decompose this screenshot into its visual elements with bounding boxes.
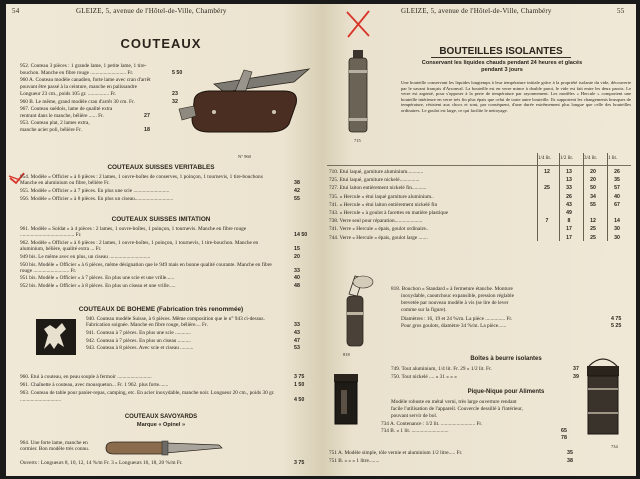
butter-box-title: Boîtes à beurre isolantes <box>470 356 542 362</box>
savoyard-title: COUTEAUX SAVOYARDS <box>124 414 198 420</box>
intro-item-text: rentrant dans le manche, bélière ...... Fr. <box>20 112 104 119</box>
item-price: 48 <box>294 283 300 290</box>
picnic-line: pouvant servir de bol. <box>391 412 438 419</box>
item-price: 27 <box>144 112 150 119</box>
item-price: 39 <box>573 374 579 380</box>
intro-item-text: 960 A. Couteau modèle canadien, forte lame avec cran d'arrêt <box>20 77 151 84</box>
item-price: 18 <box>144 126 150 133</box>
table-cell: 17 <box>566 234 572 241</box>
bohemian-lion-emblem-icon <box>34 317 78 357</box>
item-price: 47 <box>294 337 300 344</box>
savoyard-subtitle: Marque « Opinel » <box>136 422 186 428</box>
knife-figure-label: N° 960 <box>238 154 251 159</box>
stopper-line: 818. Bouchon « Standard » à fermeture étanche. Monture <box>391 286 513 292</box>
table-row-label: 710. Etui laqué, garniture aluminium............ <box>329 169 424 175</box>
section-title: COUTEAUX SUISSES VERITABLES <box>107 164 215 171</box>
table-cell: 30 <box>614 226 620 233</box>
table-cell: 25 <box>590 234 596 241</box>
picnic-figure-label: 734 <box>611 444 618 449</box>
item-price: 4 75 <box>611 316 622 322</box>
table-top-rule <box>327 165 631 166</box>
item-price: 78 <box>561 435 567 441</box>
intro-item-text: 953. Couteau plat, 2 lames extra, <box>20 119 90 126</box>
table-cell: 43 <box>566 201 572 208</box>
left-page: 54 GLEIZE, 5, avenue de l'Hôtel-de-Ville, Chambéry COUTEAUX 952. Couteau 3 pièces : 1 grande lame, 1 petite lame, 1 tire- bouchon. Manche en fibre rouge ........................... Fr. 5 50 960 A. Couteau modèle canadien, forte lame avec cran d'arrêt pouvant être passé à la ceinture, manche en palissandre Longueur 23 cm., poids 105 gr. ................ Fr. 23 960 B. Le même, grand modèle cran d'arrêt 30 cm. Fr. 32 967. Couteau suédois, lame de qualité extra rentrant dans le manche, bélière ...... Fr. 27 953. Couteau plat, 2 lames extra, manche acier poli, bélière Fr. 18 N° 960 COUTEAUX SUISSES VERITABLES 954. Modèle « Officier » à 6 pièces : 2 lames, 1 ouvre-boîtes de conserves, 1 poinçon, 1 tournevis, 1 tire-bouchons Manche en aluminium ou fibre, bélière Fr. 38 955. Modèle « Officier » à 7 pièces. En plus une scie ........................... 42 956. Modèle « Officier » à 8 pièces. En plus un ciseau............................. 55 COUTEAUX SUISSES IMITATION 961. Modèle « Soldat » à 4 pièces : 2 lames, 1 ouvre-boîtes, 1 poinçon, 1 tournevis. Manche en fibre rouge ......................................... Fr. 14 50 962. Modèle « Officier » à 6 pièces : 2 lames, 1 ouvre-boîtes, 1 poinçon, 1 tournevis, 1 tire-bouchon. Manche en aluminium, bélière, qualité extra ... Fr. 15 949 bis. Le même avec en plus, un ciseau ............................... 20 950 bis. Modèle « Officier » à 6 pièces, même désignation que le 949 mais en bonne qualité courante. Manche en fibre rouge ........................... Fr. 33 951 bis. Modèle « Officier » à 7 pièces. En plus une scie et une vrille...... 40 952 bis. Modèle « Officier » à 8 pièces. En plus un ciseau et une vrille..... 48 COUTEAUX DE BOHEME (Fabrication très renommée) 940. Couteau modèle Suisse, à 6 pièces. Même composition que le n° 943 ci-dessus. Fabrication soignée. Manche en fibre rouge, bélière.... Fr. 33 941. Couteau à 7 pièces. En plus une scie ............ 43 942. Couteau à 7 pièces. En plus un ciseau .......... 47 943. Couteau à 8 pièces. Avec scie et ciseau .......... 53 960. Etui à couteau, en peau souple à fermoir .......................... 3 75 961. Chaînette à couteau, avec mousqueton... Fr. 1 962. plus forte....... 1 50 963. Couteau de table pour panier-repas, camping, etc. En acier inoxydable, manche noir. Longueur 20 cm., poids 30 gr. ............................... 4 50 COUTEAUX SAVOYARDS Marque « Opinel » 964. Une forte lame, manche en cormier. Bon modèle très connu. Ouverts : Longueurs 8, 10, 12, 14 %/m Fr. 3 » Longueurs 16, 18, 20 %/m Fr. 3 75 <box>6 4 321 476</box>
table-column-header: 3/4 lit. <box>584 156 598 161</box>
left-page-number: 54 <box>12 7 20 15</box>
section-title: COUTEAUX DE BOHEME (Fabrication très renommée) <box>78 306 244 313</box>
item-price: 5 50 <box>172 70 183 77</box>
pocket-knife-illustration <box>174 64 314 149</box>
item-price: 40 <box>294 275 300 282</box>
table-cell: 25 <box>544 185 550 192</box>
section-item-text: 943. Couteau à 8 pièces. Avec scie et ciseau .......... <box>86 345 194 352</box>
item-price: 15 <box>294 246 300 253</box>
bottle-subtitle: Conservant les liquides chauds pendant 24 heures et glacés pendant 3 jours <box>421 60 583 73</box>
stopper-line: Pour gros goulots, diamètre 34 %/m. La pièce...... <box>401 323 507 329</box>
intro-item-text: 960 B. Le même, grand modèle cran d'arrêt 30 cm. Fr. <box>20 98 135 105</box>
item-price: 1 50 <box>294 382 305 389</box>
misc-item-text: 960. Etui à couteau, en peau souple à fermoir .......................... <box>20 374 152 380</box>
item-price: 32 <box>172 98 178 105</box>
red-x-annotation-icon <box>343 8 373 40</box>
item-price: 38 <box>294 180 300 187</box>
item-price: 42 <box>294 187 300 194</box>
bottle-stopper-illustration <box>335 272 377 350</box>
table-cell: 12 <box>544 169 550 175</box>
section-item-text: 952 bis. Modèle « Officier » à 8 pièces. En plus un ciseau et une vrille..... <box>20 283 176 290</box>
misc-item-text: 963. Couteau de table pour panier-repas, camping, etc. En acier inoxydable, manche noir. Longueur 20 cm., poids 30 gr. ............................... <box>20 390 275 403</box>
item-price: 3 75 <box>294 374 305 380</box>
table-row-label: 727. Etui laiton entièrement nickelé fin........... <box>329 185 427 192</box>
item-price: 55 <box>294 195 300 202</box>
table-row-label: 725. Etui laqué, garniture nickelé............... <box>329 177 420 184</box>
picnic-line: facile l'utilisation de l'appareil. Couvercle dessillé à l'intérieur, <box>391 405 523 412</box>
intro-item-text: manche acier poli, bélière Fr. <box>20 126 82 133</box>
picnic-line: Modèle robuste en métal verni, très large ouverture rendant <box>391 399 517 405</box>
section-item-text: 954. Modèle « Officier » à 6 pièces : 2 lames, 1 ouvre-boîtes de conserves, 1 poinçon, 1 tournevis, 1 tire-bouchons Manche en aluminium ou fibre, bélière Fr. <box>20 174 263 187</box>
item-price: 33 <box>294 322 300 329</box>
table-cell: 12 <box>590 218 596 225</box>
section-title: COUTEAUX SUISSES IMITATION <box>111 216 211 223</box>
table-cell: 49 <box>566 210 572 216</box>
section-item-text: 950 bis. Modèle « Officier » à 6 pièces, même désignation que le 949 mais en bonne qualité courante. Manche en fibre rouge ........................... Fr. <box>20 261 272 274</box>
item-price: 35 <box>567 450 573 456</box>
section-title-couteaux: COUTEAUX <box>120 36 202 51</box>
stopper-line: comme sur la figure). <box>401 307 447 313</box>
right-page-number: 55 <box>617 7 625 15</box>
item-price: 4 50 <box>294 396 305 403</box>
picnic-container-illustration <box>579 354 627 442</box>
thermos-bottle-illustration <box>345 48 371 138</box>
item-price: 14 50 <box>294 232 308 239</box>
section-item-text: 951 bis. Modèle « Officier » à 7 pièces. En plus une scie et une vrille...... <box>20 275 175 282</box>
table-cell: 26 <box>566 193 572 200</box>
intro-item-text: Longueur 23 cm., poids 105 gr. ................ Fr. <box>20 91 117 98</box>
table-cell: 35 <box>614 177 620 184</box>
table-row-label: 741. Verre « Hercule » épais, goulot ordinaire.. <box>329 226 429 233</box>
bottle-figure-label: 715 <box>354 138 361 143</box>
table-cell: 7 <box>545 218 549 225</box>
opinel-knife-illustration <box>104 434 224 460</box>
intro-item-text: 952. Couteau 3 pièces : 1 grande lame, 1 petite lame, 1 tire- <box>20 63 147 69</box>
item-price: 20 <box>294 253 300 260</box>
table-cell: 25 <box>590 226 596 233</box>
table-cell: 50 <box>590 185 596 192</box>
section-item-text: 962. Modèle « Officier » à 6 pièces : 2 lames, 1 ouvre-boîtes, 1 poinçon, 1 tournevis, 1 tire-bouchon. Manche en aluminium, bélière, qualité extra ... Fr. <box>20 239 259 253</box>
item-price: 38 <box>567 458 573 464</box>
table-row-label: 735. « Hercule » étui laqué garniture aluminium.. <box>329 193 434 200</box>
table-row-label: 741. « Hercule » étui laiton entièrement nickelé fin <box>329 201 438 208</box>
intro-item-text: pouvant être passé à la ceinture, manche en palissandre <box>20 84 137 91</box>
table-cell: 67 <box>614 201 620 208</box>
item-price: 37 <box>573 366 579 372</box>
item-price: 33 <box>294 267 300 274</box>
savoyard-line: Ouverts : Longueurs 8, 10, 12, 14 %/m Fr. 3 » Longueurs 16, 18, 20 %/m Fr. <box>20 460 183 466</box>
catalog-spread <box>6 4 636 476</box>
table-row-label: 744. Verre « Hercule » épais, goulot large ....... <box>329 234 428 241</box>
section-item-text: 940. Couteau modèle Suisse, à 6 pièces. Même composition que le n° 943 ci-dessus. Fabrication soignée. Manche en fibre rouge, bélière.... Fr. <box>86 316 265 329</box>
stopper-line: inoxydable, caoutchouc expansible, pression réglable <box>401 293 514 299</box>
intro-item-text: bouchon. Manche en fibre rouge ........................... Fr. <box>20 70 134 77</box>
table-cell: 20 <box>590 177 596 184</box>
table-cell: 14 <box>614 218 620 225</box>
table-cell: 8 <box>567 218 571 225</box>
savoyard-line: cormier. Bon modèle très connu. <box>20 446 90 452</box>
table-cell: 33 <box>566 185 572 192</box>
section-item-text: 961. Modèle « Soldat » à 4 pièces : 2 lames, 1 ouvre-boîtes, 1 poinçon, 1 tournevis. Manche en fibre rouge ......................................... Fr. <box>20 226 247 239</box>
stopper-line: Diamètres : 16, 19 et 24 %/m. La pièce ............... Fr. <box>401 316 513 322</box>
section-item-text: 956. Modèle « Officier » à 8 pièces. En plus un ciseau............................. <box>20 195 174 202</box>
intro-item-text: 967. Couteau suédois, lame de qualité extra <box>20 105 113 112</box>
picnic-footer-line: 751 A. Modèle simple, tôle vernie et aluminium 1/2 litre..... Fr. <box>329 450 463 456</box>
savoyard-line: 964. Une forte lame, manche en <box>20 440 88 446</box>
table-cell: 34 <box>590 193 596 200</box>
table-row-label: 743. « Hercule » à goulot à facettes en matière plastique <box>329 210 448 216</box>
table-column-header: 1/4 lit. <box>538 156 552 161</box>
table-cell: 20 <box>590 169 596 175</box>
table-column-header: 1/2 lit. <box>560 156 574 161</box>
right-running-head: GLEIZE, 5, avenue de l'Hôtel-de-Ville, Chambéry 55 <box>401 7 625 15</box>
table-cell: 13 <box>566 177 572 184</box>
section-item-text: 942. Couteau à 7 pièces. En plus un ciseau .......... <box>86 337 191 344</box>
stopper-line: brevetée par nouveau modèle à vis (se lire de lever <box>401 300 509 306</box>
title-rule <box>431 57 571 58</box>
picnic-title: Pique-Nique pour Aliments <box>467 389 545 395</box>
right-page <box>321 4 636 476</box>
butter-box-item: 749. Tout aluminium, 1/4 lit. Fr. 29 » 1/2 lit. Fr. <box>391 366 492 372</box>
section-item-text: 955. Modèle « Officier » à 7 pièces. En plus une scie ........................... <box>20 187 170 194</box>
misc-item-text: 961. Chaînette à couteau, avec mousqueton... Fr. 1 962. plus forte....... <box>20 382 169 389</box>
table-column-header: 1 lit. <box>608 156 618 161</box>
butter-box-illustration <box>331 370 361 426</box>
section-item-text: 949 bis. Le même avec en plus, un ciseau ............................... <box>20 253 151 260</box>
table-cell: 30 <box>614 234 620 241</box>
bottle-description: Une bouteille conservant les liquides longtemps à leur température initiale grâce à la propriété isolante du vide, découverte par le savant français d'Arsonval. La bouteille est en verre mince à double paroi, le vide est fait entre les deux parois. Le verre est argenté, pour s'opposer à la perte de température par rayonnement. Les modèles « Hercule » comportent une bouteille intérieure en verre très fin plus épais que celui de toute autre bouteille. Ils supportent les changements brusques de température, résistent aux chocs et sont, par conséquent, d'une durée extrêmement plus longue que celle des bouteilles ordinaires. Le goulot est large, ce qui facilite le nettoyage. <box>401 80 631 113</box>
section-title-bouteilles: BOUTEILLES ISOLANTES <box>439 46 563 57</box>
item-price: 53 <box>294 345 300 352</box>
stopper-figure-label: 818 <box>343 352 350 357</box>
picnic-line: 734 B. » 1 lit. ............................ <box>381 427 449 434</box>
table-cell: 17 <box>566 226 572 233</box>
item-price: 65 <box>561 428 567 434</box>
table-cell: 57 <box>614 185 620 192</box>
butter-box-item: 750. Tout nickelé .... » 31 » » » <box>391 374 457 380</box>
section-item-text: 941. Couteau à 7 pièces. En plus une scie ............ <box>86 329 191 336</box>
item-price: 23 <box>172 91 178 98</box>
item-price: 3 75 <box>294 460 305 466</box>
table-row-label: 738. Verre seul pour réparation..................... <box>329 218 423 225</box>
table-cell: 13 <box>566 169 572 175</box>
item-price: 5 25 <box>611 323 622 329</box>
picnic-footer-line: 751 B. » » » 1 litre........ <box>329 458 380 464</box>
table-cell: 55 <box>590 201 596 208</box>
table-cell: 40 <box>614 193 620 200</box>
picnic-line: 734 A. Contenance : 1/2 lit. .......................... Fr. <box>381 421 483 428</box>
table-cell: 26 <box>614 169 620 175</box>
item-price: 43 <box>294 329 300 336</box>
